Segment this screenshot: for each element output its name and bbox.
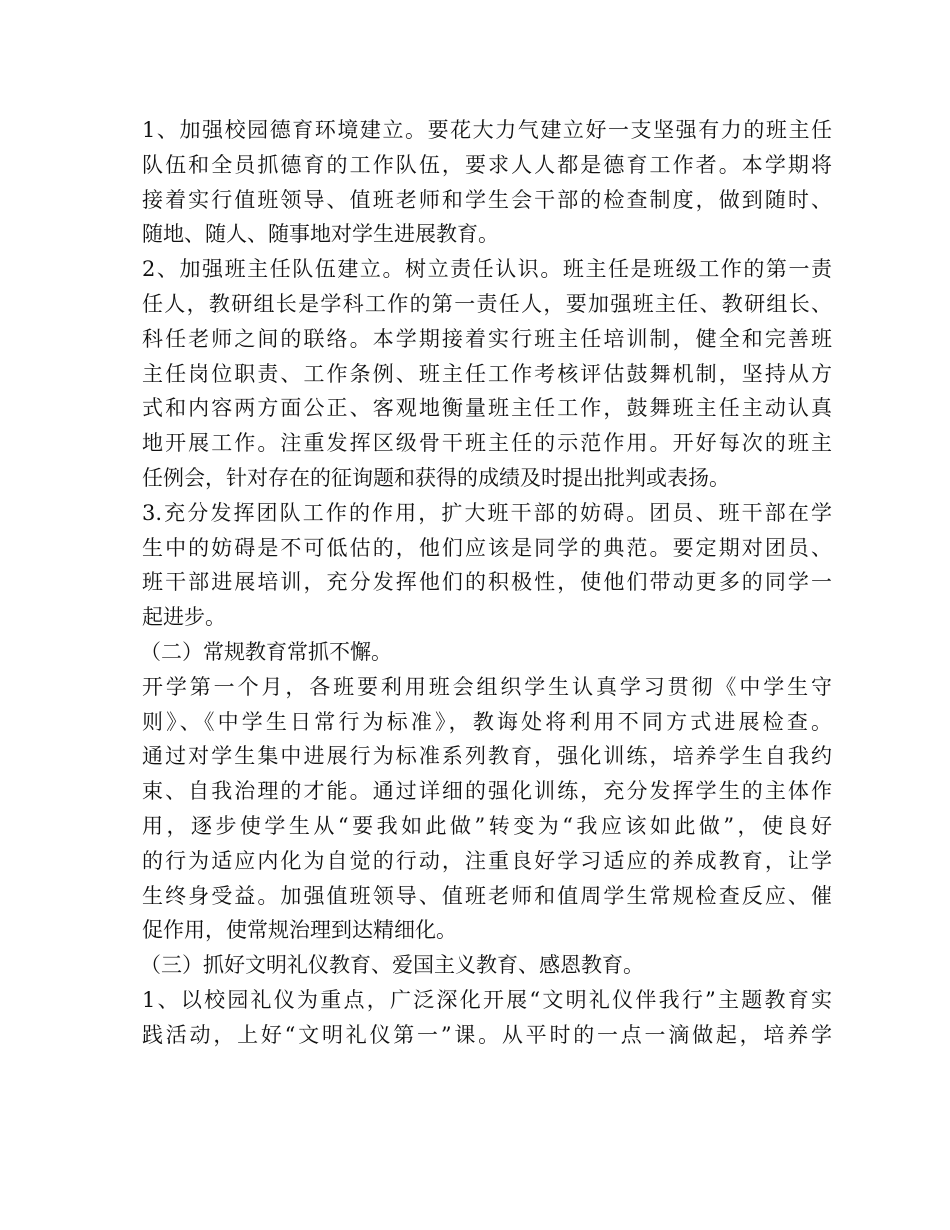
text-line: 束、自我治理的才能。通过详细的强化训练，充分发挥学生的主体作 — [142, 779, 832, 804]
text-line: 队伍和全员抓德育的工作队伍，要求人人都是德育工作者。本学期将 — [142, 152, 832, 177]
text-line: 1、加强校园德育环境建立。要花大力气建立好一支坚强有力的班主任 — [142, 118, 832, 142]
text-line: 班干部进展培训，充分发挥他们的积极性，使他们带动更多的同学一 — [142, 570, 832, 595]
document-body — [142, 113, 832, 1053]
text-line: 地开展工作。注重发挥区级骨干班主任的示范作用。开好每次的班主 — [142, 431, 832, 456]
text-line: 开学第一个月，各班要利用班会组织学生认真学习贯彻《中学生守 — [142, 674, 832, 699]
text-line: 生终身受益。加强值班领导、值班老师和值周学生常规检查反应、催 — [142, 883, 832, 908]
text-line: 任例会，针对存在的征询题和获得的成绩及时提出批判或表扬。 — [142, 465, 730, 490]
text-line: 3.充分发挥团队工作的作用，扩大班干部的妨碍。团员、班干部在学 — [142, 500, 832, 525]
text-line: 接着实行值班领导、值班老师和学生会干部的检查制度，做到随时、 — [142, 187, 832, 212]
text-line: 1、以校园礼仪为重点，广泛深化开展“文明礼仪伴我行”主题教育实 — [142, 987, 832, 1012]
text-line: 的行为适应内化为自觉的行动，注重良好学习适应的养成教育，让学 — [142, 848, 832, 873]
text-line: 促作用，使常规治理到达精细化。 — [142, 918, 457, 943]
text-line: 科任老师之间的联络。本学期接着实行班主任培训制，健全和完善班 — [142, 326, 832, 351]
section-heading: （二）常规教育常抓不懈。 — [140, 639, 392, 664]
text-line: 任人，教研组长是学科工作的第一责任人，要加强班主任、教研组长、 — [142, 291, 832, 316]
section-heading: （三）抓好文明礼仪教育、爱国主义教育、感恩教育。 — [140, 953, 644, 978]
text-line: 生中的妨碍是不可低估的，他们应该是同学的典范。要定期对团员、 — [142, 535, 832, 560]
text-line: 用，逐步使学生从“要我如此做”转变为“我应该如此做”，使良好 — [142, 813, 832, 838]
text-line: 随地、随人、随事地对学生进展教育。 — [142, 222, 499, 247]
text-line: 2、加强班主任队伍建立。树立责任认识。班主任是班级工作的第一责 — [142, 257, 832, 282]
text-line: 起进步。 — [142, 605, 226, 630]
text-line: 则》、《中学生日常行为标准》，教诲处将利用不同方式进展检查。 — [142, 709, 832, 734]
text-line: 式和内容两方面公正、客观地衡量班主任工作，鼓舞班主任主动认真 — [142, 396, 832, 421]
text-line: 主任岗位职责、工作条例、班主任工作考核评估鼓舞机制，坚持从方 — [142, 361, 832, 386]
text-line: 通过对学生集中进展行为标准系列教育，强化训练，培养学生自我约 — [142, 744, 832, 769]
text-line: 践活动，上好“文明礼仪第一”课。从平时的一点一滴做起，培养学 — [142, 1022, 832, 1047]
